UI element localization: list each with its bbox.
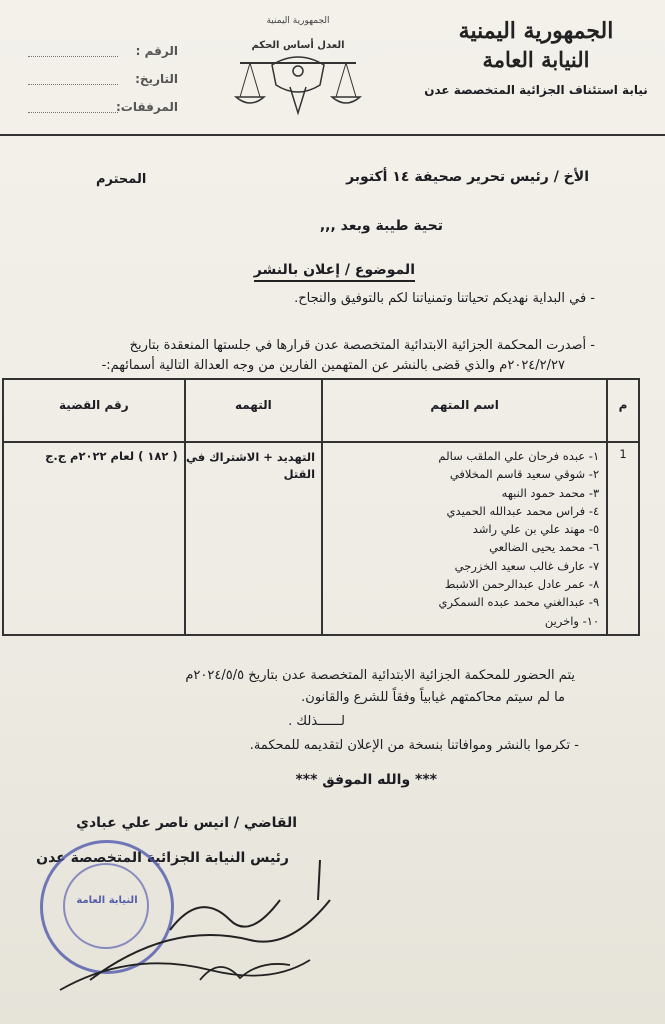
accused-name: ١- عبده فرحان علي الملقب سالم [438,449,600,463]
row-number: 1 [607,442,639,635]
header-divider [0,134,665,136]
accused-name: ٥- مهند علي بن علي راشد [472,522,600,537]
judge-title: رئيس النيابة الجزائية المتخصصة عدن [36,850,289,866]
header-num: م [607,379,639,442]
paragraph-decision-line1: - أصدرت المحكمة الجزائية الابتدائية المتخصصة عدن قرارها في جلستها المنعقدة بتاريخ [129,338,595,353]
stamp-text: النيابة العامة [76,895,138,906]
ref-date-label: التاريخ: [135,72,178,86]
accused-name: ٦- محمد يحيى الضالعي [489,540,600,555]
accused-name: ٢- شوقي سعيد قاسم المخلافي [449,467,600,482]
paragraph-intro: - في البداية نهديكم تحياتنا وتمنياتنا لكم بالتوفيق والنجاح. [294,291,595,306]
charge-cell [185,442,322,635]
addressee: الأخ / رئيس تحرير صحيفة ١٤ أكتوبر [346,169,589,185]
state-emblem [232,16,364,125]
accused-name: ٩- عبدالغني محمد عبده السمكري [438,595,600,610]
subject-line: الموضوع / إعلان بالنشر [254,262,415,282]
accused-name: ٣- محمد حمود النبهه [501,485,600,500]
office-name: نيابة استئناف الجزائية المتخصصة عدن [424,83,648,97]
accused-name: ١٠- واخرين [544,613,600,628]
country-name: الجمهورية اليمنية [458,18,614,44]
accused-table [2,378,640,636]
emblem-motto: العدل أساس الحكم [251,40,345,51]
header-case: رقم القضية [3,379,185,442]
scales-eagle-icon [232,51,364,121]
paragraph-publish: - تكرموا بالنشر وموافاتنا بنسخة من الإعلان لتقديمه للمحكمة. [249,738,579,753]
case-number-cell: ( ١٨٢ ) لعام ٢٠٢٢م ج.ج [3,442,185,635]
ref-attachments-line [28,100,178,120]
ref-date-line [28,72,178,92]
ref-attachments-dots [28,112,118,113]
honorific: المحترم [96,172,147,187]
ref-date-dots [28,84,118,85]
table-row [3,442,639,635]
charge-line2: القتل [283,467,316,481]
therefore-line: لــــــذلك . [288,714,345,729]
ref-number-dots [28,56,118,57]
paragraph-attendance-line2: ما لم سيتم محاكمتهم غيابياً وفقاً للشرع والقانون. [301,690,565,705]
greeting: تحية طيبة وبعد ,,, [319,218,443,234]
authority-name: النيابة العامة [482,47,590,72]
emblem-top-text: الجمهورية اليمنية [266,16,330,26]
accused-name: ٤- فراس محمد عبدالله الحميدي [446,503,600,518]
accused-names-cell [322,442,607,635]
ref-number-label: الرقم : [135,44,178,58]
header-charge: التهمه [185,379,322,442]
closing-formula: *** والله الموفق *** [295,772,437,788]
handwritten-signature [50,860,350,1000]
ref-attachments-label: المرفقات: [116,100,178,114]
charge-line1: التهديد + الاشتراك في [185,450,316,464]
ref-number-line [28,44,178,64]
accused-name: ٨- عمر عادل عبدالرحمن الاشبط [444,577,600,592]
accused-name: ٧- عارف غالب سعيد الخزرجي [454,558,600,573]
letterhead-right [421,16,651,102]
judge-name: القاضي / انيس ناصر علي عبادي [76,815,297,831]
paragraph-attendance-line1: يتم الحضور للمحكمة الجزائية الابتدائية المتخصصة عدن بتاريخ ٢٠٢٤/٥/٥م [185,668,575,683]
header-accused: اسم المتهم [322,379,607,442]
paragraph-decision-line2: ٢٠٢٤/٢/٢٧م والذي قضى بالنشر عن المتهمين الفارين من وجه العدالة التالية أسمائهم:- [101,358,565,373]
table-header-row [3,379,639,442]
